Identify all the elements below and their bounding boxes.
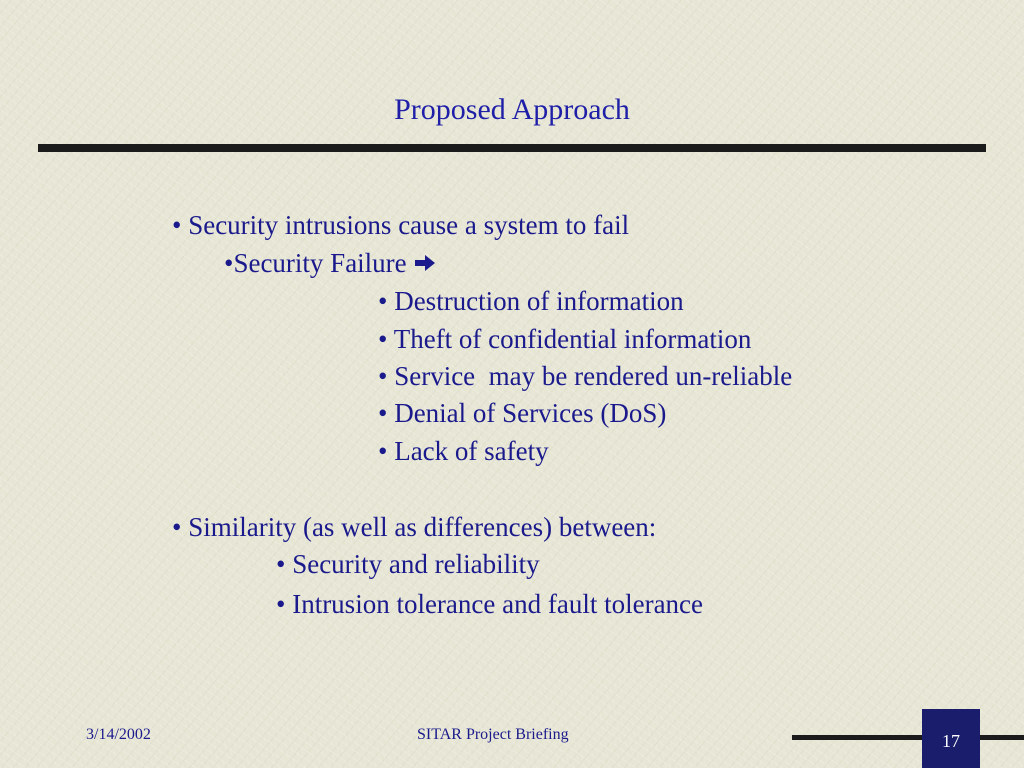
footer-date: 3/14/2002 <box>86 726 151 743</box>
bullet-security-intrusions: • Security intrusions cause a system to fail <box>172 210 630 240</box>
bullet-security-reliability: • Security and reliability <box>276 549 540 579</box>
page-number-box <box>922 709 980 768</box>
bullet-intrusion-fault: • Intrusion tolerance and fault tolerance <box>276 589 704 619</box>
footer-divider-right <box>980 735 1024 740</box>
bullet-security-failure: •Security Failure <box>224 248 407 278</box>
bullet-theft: • Theft of confidential information <box>378 324 752 354</box>
bullet-security-failure-line <box>224 246 437 280</box>
bullet-denial: • Denial of Services (DoS) <box>378 398 667 428</box>
slide-title: Proposed Approach <box>394 93 630 126</box>
title-divider <box>38 144 986 152</box>
bullet-safety: • Lack of safety <box>378 436 549 466</box>
footer-title: SITAR Project Briefing <box>417 726 569 743</box>
bullet-service: • Service may be rendered un-reliable <box>378 361 793 391</box>
footer-divider-left <box>792 735 922 740</box>
page-number: 17 <box>942 731 960 751</box>
bullet-similarity: • Similarity (as well as differences) between: <box>172 512 657 542</box>
right-arrow-icon <box>413 253 437 273</box>
bullet-destruction: • Destruction of information <box>378 286 684 316</box>
